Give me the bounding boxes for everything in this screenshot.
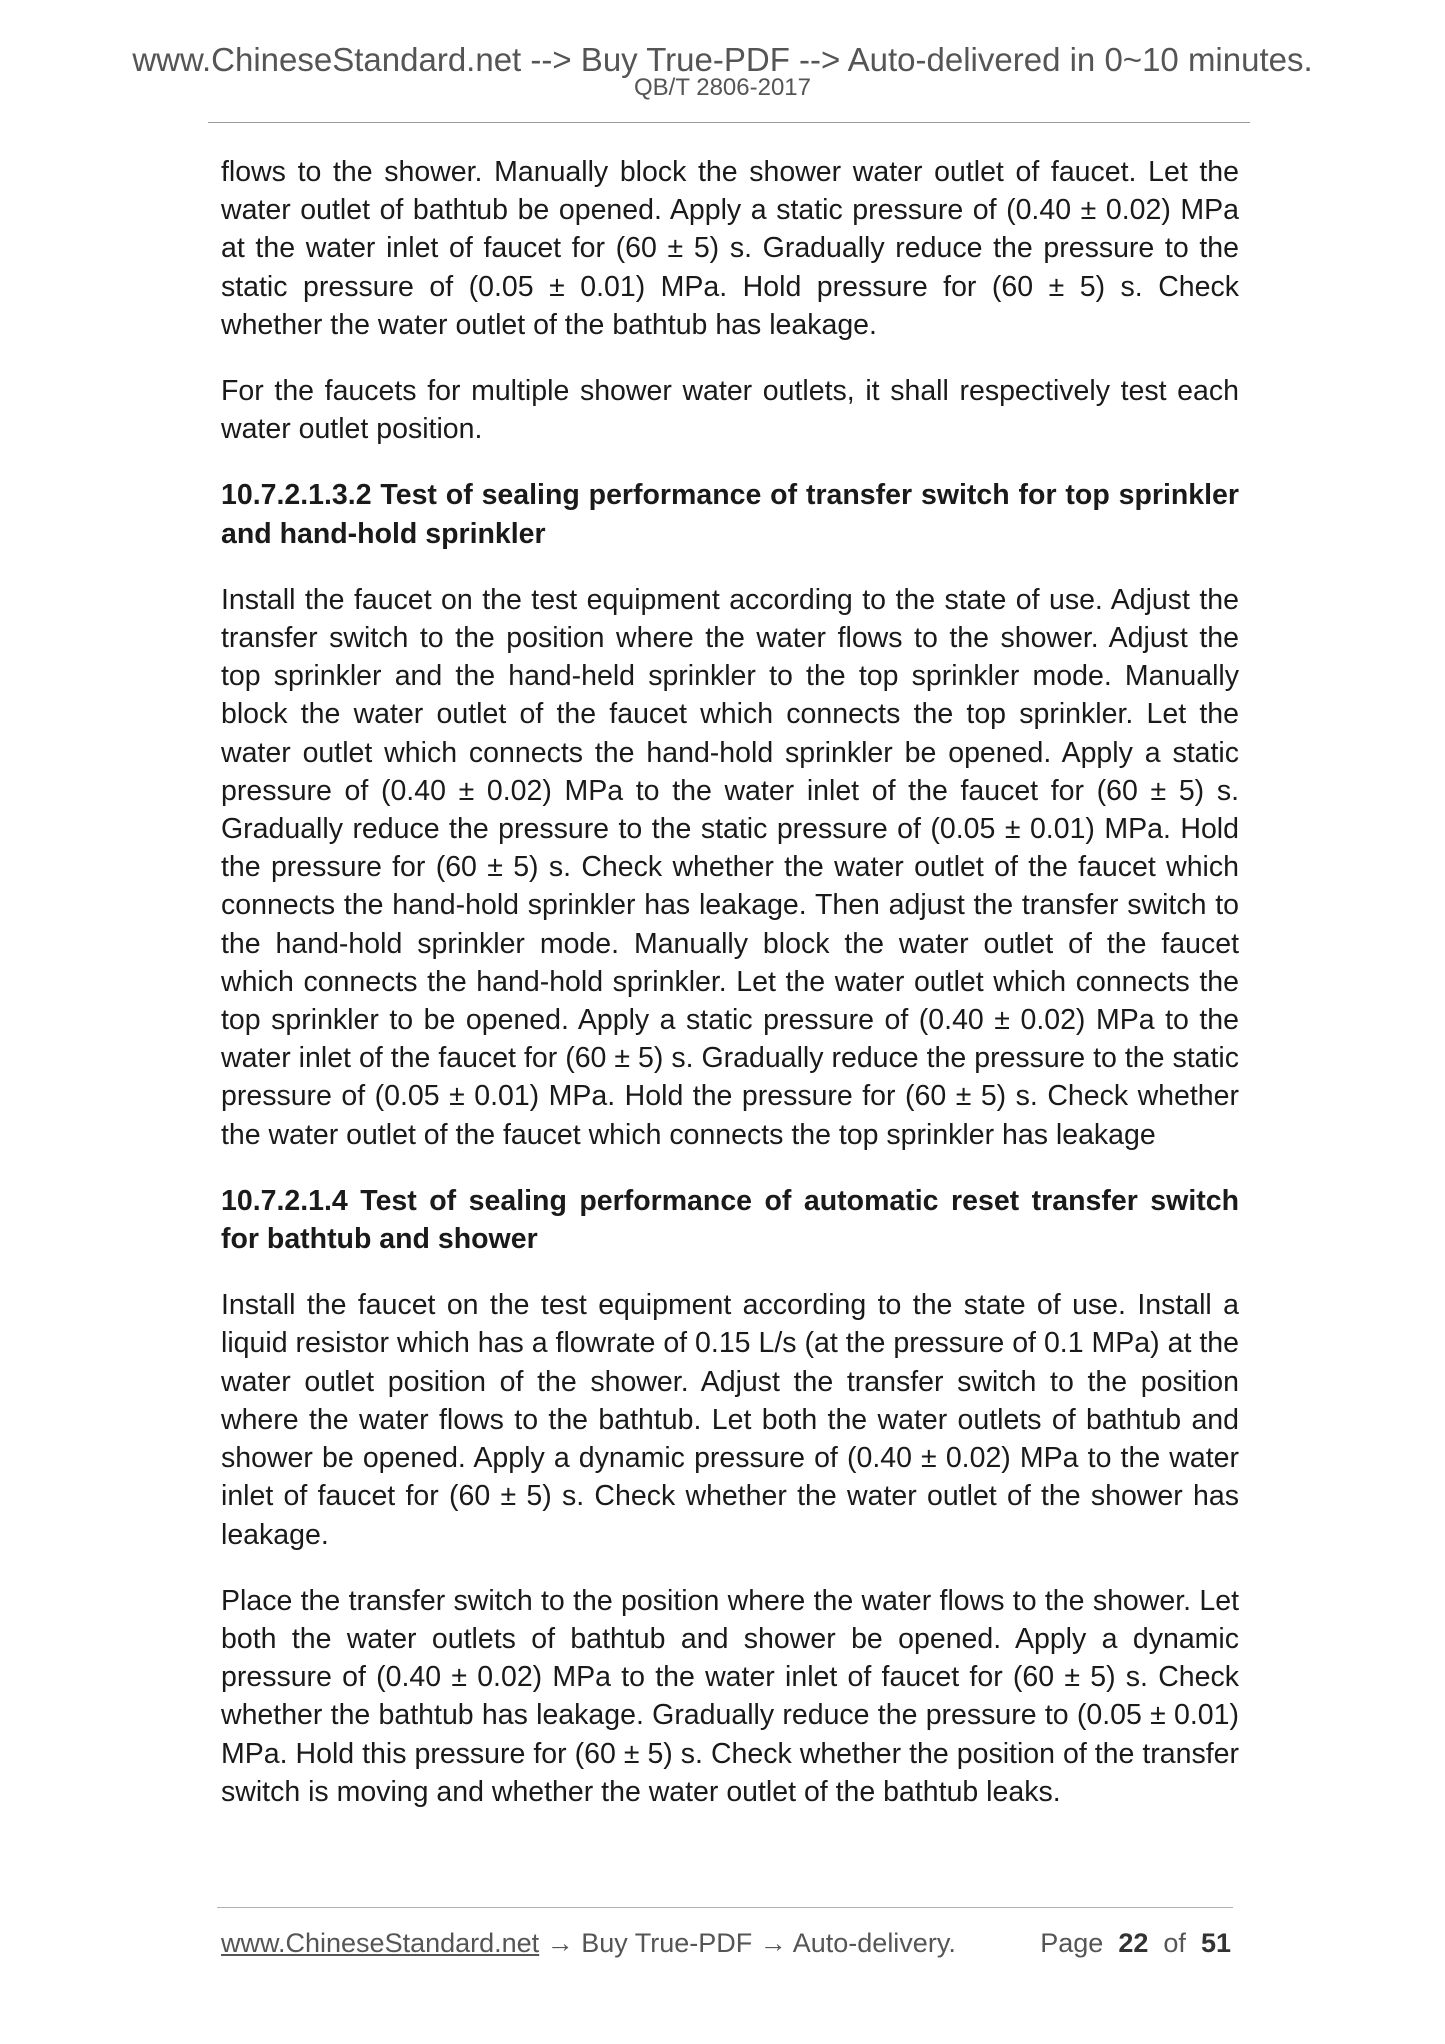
of-label: of bbox=[1163, 1928, 1186, 1958]
page-indicator bbox=[1040, 1925, 1231, 1961]
site-link[interactable]: www.ChineseStandard.net bbox=[221, 1928, 540, 1958]
body-paragraph: Install the faucet on the test equipment according to the state of use. Install a liquid resistor which has a flowrate of 0.15 L/s (at the pressure of 0.1 MPa) at the water outlet position of the shower. Adjust the transfer switch to the position where the water flows to the bathtub. Let both the water outlets of bathtub and shower be opened. Apply a dynamic pressure of (0.40 ± 0.02) MPa to the water inlet of faucet for (60 ± 5) s. Check whether the water outlet of the shower has leakage. bbox=[221, 1289, 1239, 1551]
page-total: 51 bbox=[1200, 1928, 1231, 1958]
footer-promo bbox=[221, 1925, 956, 1961]
body-paragraph: Install the faucet on the test equipment according to the state of use. Adjust the transfer switch to the position where the water flows to the shower. Adjust the top sprinkler and the hand-held sprinkler to the top sprinkler mode. Manually block the water outlet of the faucet which connects the top sprinkler. Let the water outlet which connects the hand-hold sprinkler be opened. Apply a static pressure of (0.40 ± 0.02) MPa to the water inlet of the faucet for (60 ± 5) s. Gradually reduce the pressure to the static pressure of (0.05 ± 0.01) MPa. Hold the pressure for (60 ± 5) s. Check whether the water outlet of the faucet which connects the hand-hold sprinkler has leakage. Then adjust the transfer switch to the hand-hold sprinkler mode. Manually block the water outlet of the faucet which connects the hand-hold sprinkler. Let the water outlet which connects the top sprinkler to be opened. Apply a static pressure of (0.40 ± 0.02) MPa to the water inlet of the faucet for (60 ± 5) s. Gradually reduce the pressure to the static pressure of (0.05 ± 0.01) MPa. Hold the pressure for (60 ± 5) s. Check whether the water outlet of the faucet which connects the top sprinkler has leakage bbox=[221, 583, 1239, 1151]
page-footer bbox=[221, 1925, 1231, 1961]
page-label: Page bbox=[1040, 1928, 1104, 1958]
document-code: QB/T 2806-2017 bbox=[633, 74, 811, 101]
page-number: 22 bbox=[1118, 1928, 1149, 1958]
body-paragraph: Place the transfer switch to the position where the water flows to the shower. Let both the water outlets of bathtub and shower be opened. Apply a dynamic pressure of (0.40 ± 0.02) MPa to the water inlet of faucet for (60 ± 5) s. Check whether the bathtub has leakage. Gradually reduce the pressure to (0.05 ± 0.01) MPa. Hold this pressure for (60 ± 5) s. Check whether the position of the transfer switch is moving and whether the water outlet of the bathtub leaks. bbox=[221, 1584, 1239, 1808]
body-paragraph: flows to the shower. Manually block the shower water outlet of faucet. Let the water outlet of bathtub be opened. Apply a static pressure of (0.40 ± 0.02) MPa at the water inlet of faucet for (60 ± 5) s. Gradually reduce the pressure to the static pressure of (0.05 ± 0.01) MPa. Hold pressure for (60 ± 5) s. Check whether the water outlet of the bathtub has leakage. bbox=[221, 156, 1239, 341]
header-divider bbox=[208, 122, 1250, 123]
delivery-text: → Buy True-PDF → Auto-delivery. bbox=[539, 1928, 956, 1958]
page-body bbox=[221, 153, 1239, 1839]
section-heading: 10.7.2.1.3.2 Test of sealing performance of transfer switch for top sprinkler and hand-hold sprinkler bbox=[221, 479, 1239, 550]
section-heading: 10.7.2.1.4 Test of sealing performance of automatic reset transfer switch for bathtub and shower bbox=[221, 1184, 1239, 1256]
footer-divider bbox=[217, 1907, 1233, 1908]
source-banner: www.ChineseStandard.net --> Buy True-PDF --> Auto-delivered in 0~10 minutes. bbox=[132, 41, 1313, 78]
body-paragraph: For the faucets for multiple shower water outlets, it shall respectively test each water outlet position. bbox=[221, 375, 1239, 446]
